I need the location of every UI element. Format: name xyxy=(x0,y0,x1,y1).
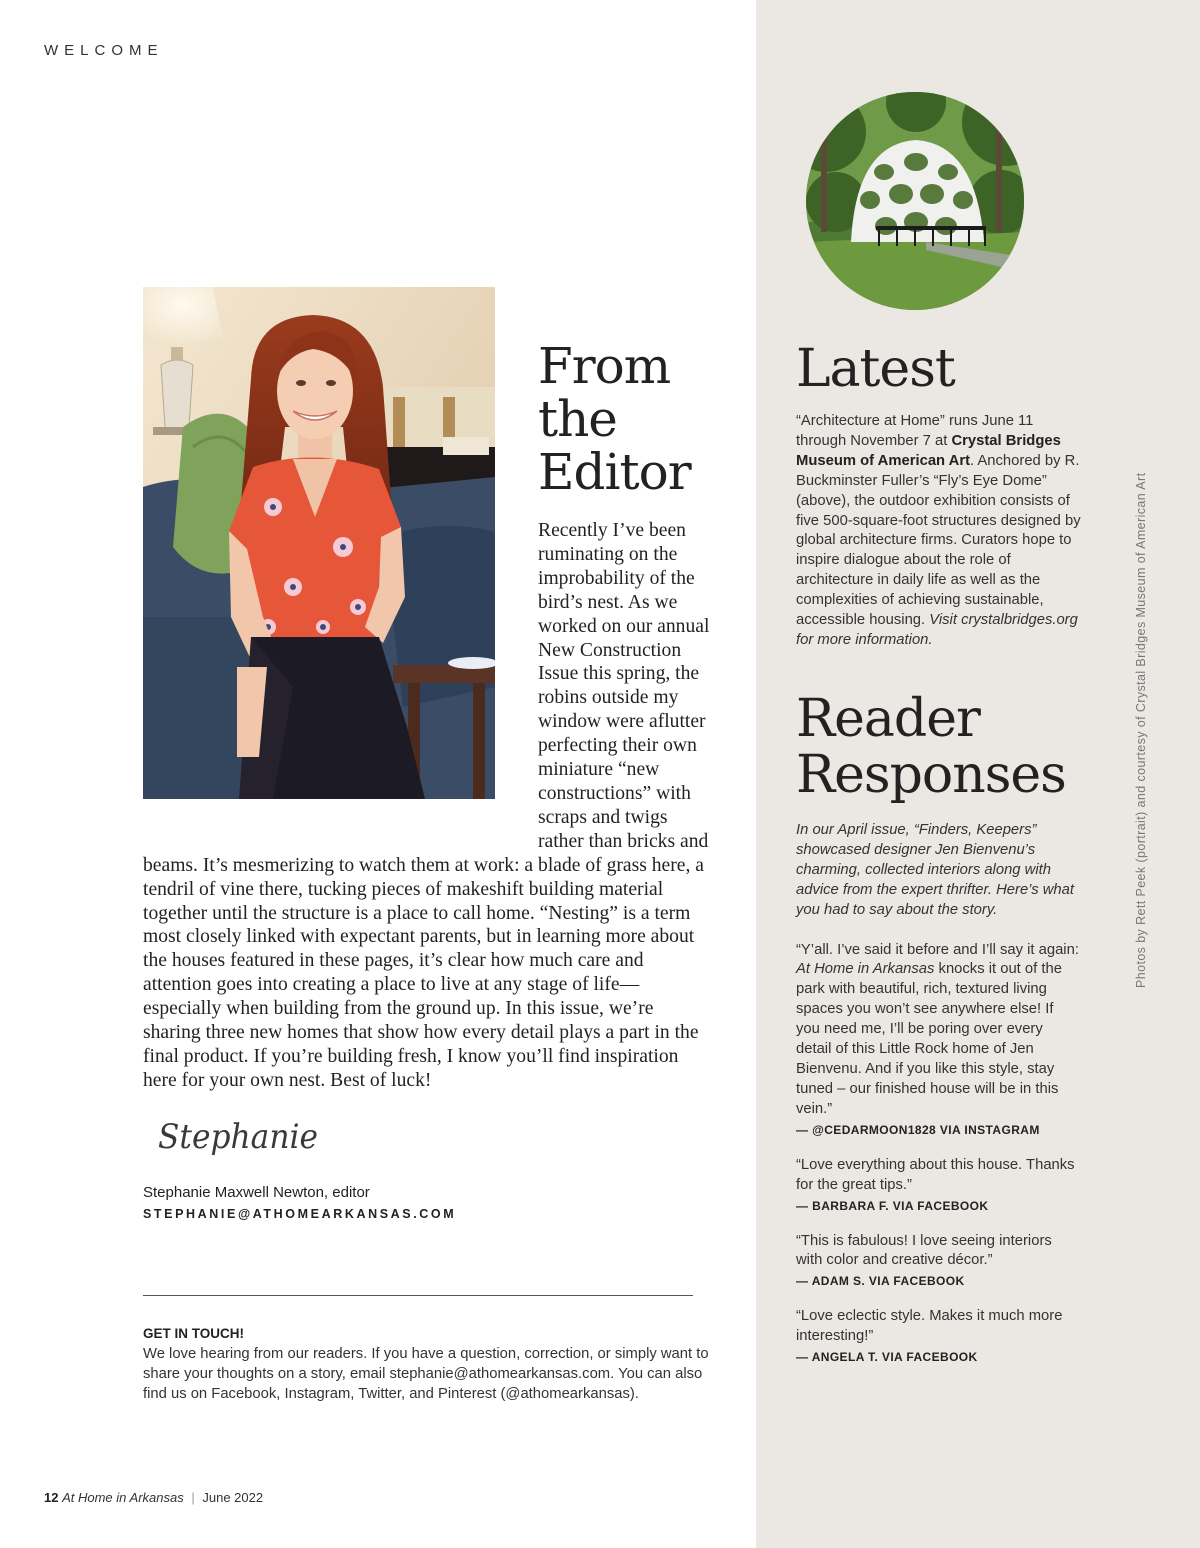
response-item xyxy=(796,1307,1081,1364)
response-attribution: — ADAM S. VIA FACEBOOK xyxy=(796,1274,965,1289)
editor-letter-text: Recently I’ve been ruminating on the improbability of the bird’s nest. As we worked on our annual New Construction Issue this spring, the robins outside my window were aflutter perfecting their own miniature “new constructions” with scraps and twigs rather than bricks and beams. It’s mesmerizing to watch them at work: a blade of grass here, a tendril of vine there, tucking pieces of makeshift building material together until the structure is a place to call home. “Nesting” is a term most closely linked with expectant parents, but in learning more about the houses featured in these pages, it’s clear how much care and attention goes into creating a place to live at any stage of life—especially when building from the ground up. In this issue, we’re sharing three new homes that show how every detail plays a part in the final product. If you’re building fresh, I know you’ll find inspiration here for your own nest. Best of luck! xyxy=(143,520,710,1091)
contact-heading: GET IN TOUCH! xyxy=(143,1326,244,1341)
signature xyxy=(158,1108,328,1173)
section-label: WELCOME xyxy=(44,42,164,59)
response-item xyxy=(796,1156,1081,1213)
reader-responses xyxy=(796,821,1081,1383)
response-quote: “Love everything about this house. Thanks for the great tips.” xyxy=(796,1156,1075,1193)
response-item xyxy=(796,941,1081,1137)
response-attribution: — ANGELA T. VIA FACEBOOK xyxy=(796,1350,978,1365)
editor-name: Stephanie Maxwell Newton, editor xyxy=(143,1184,370,1201)
page-number: 12 xyxy=(44,1490,59,1505)
editor-email-link[interactable]: STEPHANIE@ATHOMEARKANSAS.COM xyxy=(143,1207,457,1221)
editor-letter xyxy=(143,519,713,1093)
magazine-name: At Home in Arkansas xyxy=(62,1490,184,1505)
response-item xyxy=(796,1232,1081,1289)
visit-link[interactable]: Visit crystalbridges.org for more information. xyxy=(796,612,1078,648)
dome-photo xyxy=(806,92,1024,310)
signature-text: Stephanie xyxy=(158,1117,318,1157)
latest-text: “Architecture at Home” runs June 11 through November 7 at Crystal Bridges Museum of American Art. Anchored by R. Buckminster Fuller’s “Fly’s Eye Dome” (above), the outdoor exhibition consists of five 500-square-foot structures designed by global architecture firms. Curators hope to inspire dialogue about the role of architecture in daily life as well as the complexities of achieving sustainable, accessible housing. Visit crystalbridges.org for more information. xyxy=(796,413,1081,648)
responses-intro: In our April issue, “Finders, Keepers” showcased designer Jen Bienvenu’s charming, collected interiors along with advice from the expert thrifter. Here’s what you had to say about the story. xyxy=(796,822,1074,918)
photo-credit: Photos by Rett Peek (portrait) and courtesy of Crystal Bridges Museum of American Art xyxy=(1134,472,1148,988)
museum-name: Crystal Bridges Museum of American Art xyxy=(796,432,1061,469)
issue-date: June 2022 xyxy=(202,1490,264,1505)
response-quote: “This is fabulous! I love seeing interiors with color and creative décor.” xyxy=(796,1232,1052,1269)
editor-heading: From the Editor xyxy=(538,337,691,501)
contact-text: We love hearing from our readers. If you have a question, correction, or simply want to share your thoughts on a story, email stephanie@athomearkansas.com. You can also find us on Facebook, Instagram, Twitter, and Pinterest (@athomearkansas). xyxy=(143,1346,709,1402)
reader-responses-heading: Reader Responses xyxy=(796,689,1066,805)
footer xyxy=(44,1490,263,1505)
response-attribution: — BARBARA F. VIA FACEBOOK xyxy=(796,1198,989,1213)
footer-separator: | xyxy=(191,1490,195,1505)
response-attribution: — @CEDARMOON1828 VIA INSTAGRAM xyxy=(796,1122,1040,1137)
response-quote: “Love eclectic style. Makes it much more interesting!” xyxy=(796,1308,1063,1345)
divider xyxy=(143,1295,693,1296)
response-quote: “Y’all. I’ve said it before and I’ll say it again: At Home in Arkansas knocks it out of the park with beautiful, rich, textured living spaces you won’t see anywhere else! If you need me, I’ll be poring over every detail of this Little Rock home of Jen Bienvenu. And if you like this style, stay tuned – our finished house will be in this vein.” xyxy=(796,941,1079,1117)
latest-heading: Latest xyxy=(796,339,955,399)
